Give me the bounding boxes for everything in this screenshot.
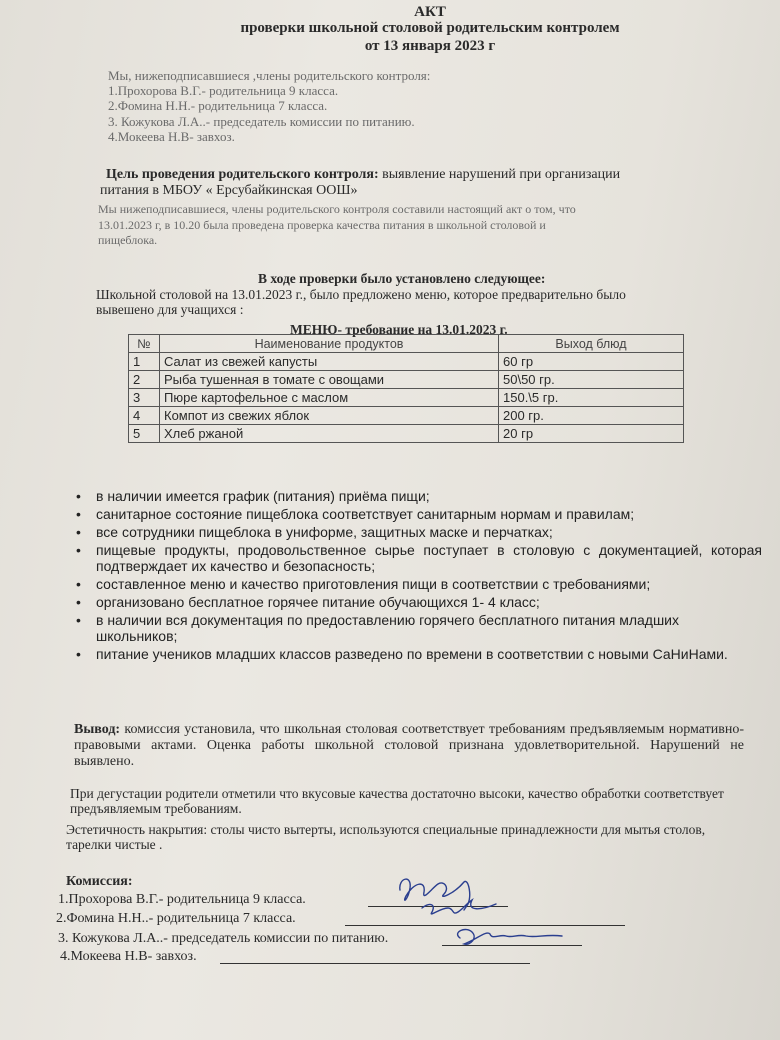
commission-member: 4.Мокеева Н.В- завхоз. bbox=[60, 949, 197, 964]
row-name: Компот из свежих яблок bbox=[160, 407, 499, 425]
row-num: 1 bbox=[129, 353, 160, 371]
findings-list bbox=[72, 488, 762, 664]
commission-member: 1.Прохорова В.Г.- родительница 9 класса. bbox=[58, 892, 306, 907]
table-row bbox=[129, 371, 684, 389]
goal-note: Мы нижеподписавшиеся, члены родительского контроля составили настоящий акт о том, что bbox=[98, 202, 576, 216]
intro-lead: Мы, нижеподписавшиеся ,члены родительского контроля: bbox=[108, 68, 431, 83]
list-item: • в наличии вся документация по предоставлению горячего бесплатного питания младших школьников; bbox=[72, 612, 762, 644]
commission-member: 3. Кожукова Л.А..- председатель комиссии по питанию. bbox=[58, 931, 389, 946]
findings-heading: В ходе проверки было установлено следующее: bbox=[258, 271, 546, 286]
row-name: Хлеб ржаной bbox=[160, 425, 499, 443]
col-name-header: Наименование продуктов bbox=[160, 335, 499, 353]
intro-member: 2.Фомина Н.Н.- родительница 7 класса. bbox=[108, 98, 328, 113]
conclusion-text: комиссия установила, что школьная столовая соответствует требованиям предъявляемым нормативно-правовыми актами. Оценка работы школьной столовой признана удовлетворительной. Нарушений не выявлено. bbox=[74, 722, 744, 769]
goal-text: выявление нарушений при организации bbox=[378, 167, 621, 182]
conclusion-label: Вывод: bbox=[74, 722, 121, 737]
row-name: Салат из свежей капусты bbox=[160, 353, 499, 371]
findings-text: Школьной столовой на 13.01.2023 г., было предложено меню, которое предварительно было bbox=[96, 287, 626, 302]
commission-label: Комиссия: bbox=[66, 874, 133, 889]
row-name: Пюре картофельное с маслом bbox=[160, 389, 499, 407]
list-item: • в наличии имеется график (питания) приёма пищи; bbox=[72, 488, 762, 504]
list-item: • составленное меню и качество приготовления пищи в соответствии с требованиями; bbox=[72, 576, 762, 592]
goal-school: питания в МБОУ « Ерсубайкинская ООШ» bbox=[100, 183, 358, 198]
row-out: 150.\5 гр. bbox=[499, 389, 684, 407]
intro-member: 3. Кожукова Л.А..- председатель комиссии по питанию. bbox=[108, 114, 415, 129]
signature-fomina bbox=[422, 900, 496, 914]
goal-line bbox=[106, 168, 620, 183]
list-item: • санитарное состояние пищеблока соответствует санитарным нормам и правилам; bbox=[72, 506, 762, 522]
act-date: от 13 января 2023 г bbox=[364, 38, 496, 54]
row-out: 60 гр bbox=[499, 353, 684, 371]
list-item: • все сотрудники пищеблока в униформе, защитных маске и перчатках; bbox=[72, 524, 762, 540]
row-num: 3 bbox=[129, 389, 160, 407]
row-num: 5 bbox=[129, 425, 160, 443]
list-item: • питание учеников младших классов разведено по времени в соответствии с новыми СаНиНами. bbox=[72, 646, 762, 662]
menu-title: МЕНЮ- требование на 13.01.2023 г. bbox=[290, 322, 508, 337]
col-out-header: Выход блюд bbox=[499, 335, 684, 353]
row-out: 20 гр bbox=[499, 425, 684, 443]
signature-prokhorova bbox=[400, 879, 470, 910]
signature-kozhukova bbox=[458, 930, 562, 945]
conclusion-block bbox=[74, 722, 744, 770]
row-num: 2 bbox=[129, 371, 160, 389]
list-item: • организовано бесплатное горячее питание обучающихся 1- 4 класс; bbox=[72, 594, 762, 610]
menu-table bbox=[128, 334, 684, 443]
act-subtitle: проверки школьной столовой родительским контролем bbox=[240, 20, 620, 36]
row-out: 200 гр. bbox=[499, 407, 684, 425]
act-title: АКТ bbox=[414, 4, 446, 20]
row-name: Рыба тушенная в томате с овощами bbox=[160, 371, 499, 389]
goal-note: 13.01.2023 г, в 10.20 была проведена проверка качества питания в школьной столовой и bbox=[98, 218, 546, 232]
menu-header-row bbox=[129, 335, 684, 353]
goal-note: пищеблока. bbox=[98, 233, 158, 247]
intro-member: 1.Прохорова В.Г.- родительница 9 класса. bbox=[108, 83, 339, 98]
commission-member: 2.Фомина Н.Н..- родительница 7 класса. bbox=[56, 911, 296, 926]
aesthetics-text: Эстетичность накрытия: столы чисто вытерты, используются специальные принадлежности для мытья столов, тарелки чистые . bbox=[66, 822, 706, 852]
tasting-text: При дегустации родители отметили что вкусовые качества достаточно высоки, качество обработки соответствует предъявляемым требованиям. bbox=[70, 786, 724, 816]
findings-text: вывешено для учащихся : bbox=[96, 302, 244, 317]
table-row bbox=[129, 407, 684, 425]
goal-label: Цель проведения родительского контроля: bbox=[106, 167, 379, 182]
intro-member: 4.Мокеева Н.В- завхоз. bbox=[108, 129, 235, 144]
table-row bbox=[129, 353, 684, 371]
row-num: 4 bbox=[129, 407, 160, 425]
col-num-header: № bbox=[129, 335, 160, 353]
signatures bbox=[340, 864, 580, 974]
table-row bbox=[129, 389, 684, 407]
row-out: 50\50 гр. bbox=[499, 371, 684, 389]
list-item: • пищевые продукты, продовольственное сырье поступает в столовую с документацией, которая подтверждает их качество и безопасность; bbox=[72, 542, 762, 574]
table-row bbox=[129, 425, 684, 443]
